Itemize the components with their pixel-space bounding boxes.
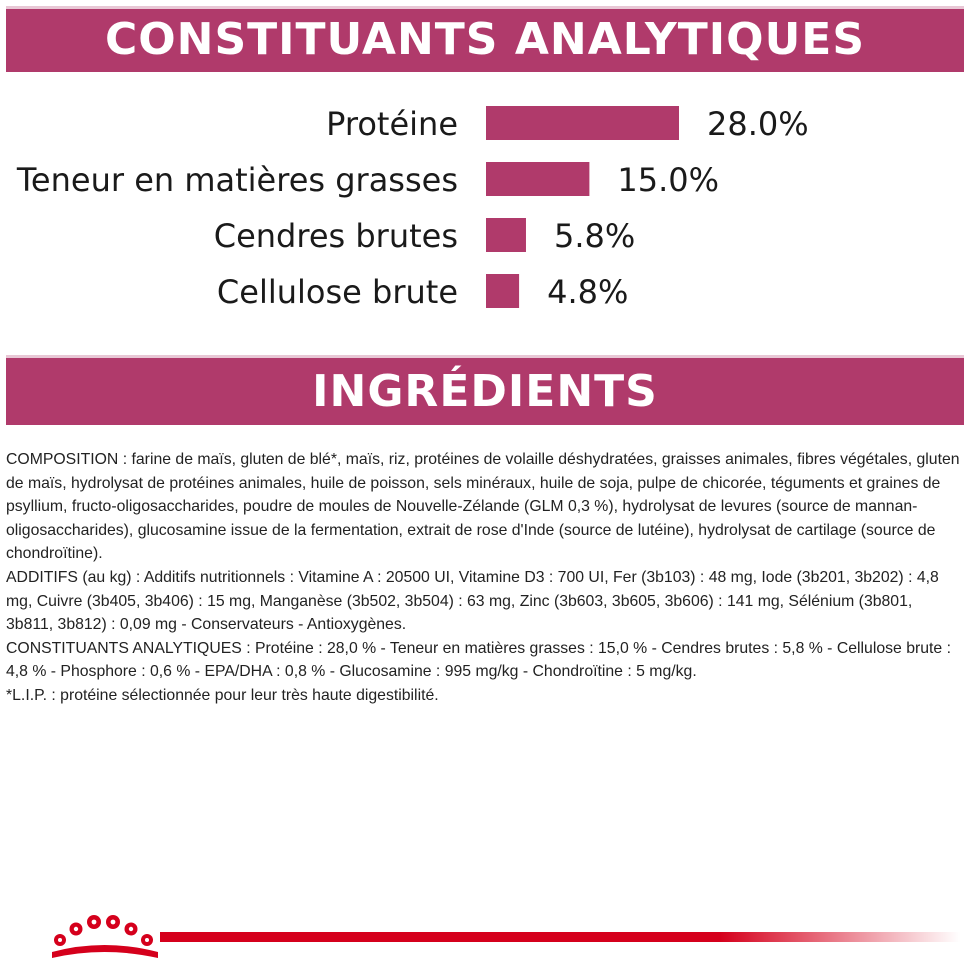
value-label: 28.0% <box>707 105 809 143</box>
analytics-bar-chart <box>0 95 970 335</box>
bar <box>486 106 679 140</box>
ingredients-heading: INGRÉDIENTS <box>6 355 964 425</box>
value-label: 4.8% <box>547 273 629 311</box>
category-label: Cellulose brute <box>216 273 458 311</box>
category-label: Protéine <box>326 105 458 143</box>
crown-icon <box>46 910 164 960</box>
category-label: Teneur en matières grasses <box>16 161 458 199</box>
composition-paragraph: COMPOSITION : farine de maïs, gluten de blé*, maïs, riz, protéines de volaille déshydratées, graisses animales, fibres végétales, gluten de maïs, hydrolysat de protéines animales, huile de poisson, sels minéraux, huile de soja, pulpe de chicorée, téguments et graines de psyllium, fructo-oligosaccharides, poudre de moules de Nouvelle-Zélande (GLM 0,3 %), hydrolysat de levures (source de mannan-oligosaccharides), glucosamine issue de la fermentation, extrait de rose d'Inde (source de lutéine), hydrolysat de cartilage (source de chondroïtine). <box>6 451 960 563</box>
brand-divider <box>160 932 960 942</box>
bar <box>486 162 589 196</box>
analytical-constituents-paragraph: CONSTITUANTS ANALYTIQUES : Protéine : 28,0 % - Teneur en matières grasses : 15,0 % - Cendres brutes : 5,8 % - Cellulose brute : 4,8 % - Phosphore : 0,6 % - EPA/DHA : 0,8 % - Glucosamine : 995 mg/kg - Chondroïtine : 5 mg/kg. <box>6 639 951 681</box>
additives-paragraph: ADDITIFS (au kg) : Additifs nutritionnels : Vitamine A : 20500 UI, Vitamine D3 : 700 UI, Fer (3b103) : 48 mg, Iode (3b201, 3b202) : 4,8 mg, Cuivre (3b405, 3b406) : 15 mg, Manganèse (3b502, 3b504) : 63 mg, Zinc (3b603, 3b605, 3b606) : 141 mg, Sélénium (3b801, 3b811, 3b812) : 0,09 mg - Conservateurs - Antioxygènes. <box>6 568 939 634</box>
category-label: Cendres brutes <box>213 217 458 255</box>
analytics-heading: CONSTITUANTS ANALYTIQUES <box>6 6 964 72</box>
composition-text <box>6 448 961 708</box>
bar <box>486 274 519 308</box>
lip-footnote: *L.I.P. : protéine sélectionnée pour leur très haute digestibilité. <box>6 686 439 704</box>
value-label: 5.8% <box>553 217 636 255</box>
bar <box>486 218 526 252</box>
value-label: 15.0% <box>617 161 720 199</box>
